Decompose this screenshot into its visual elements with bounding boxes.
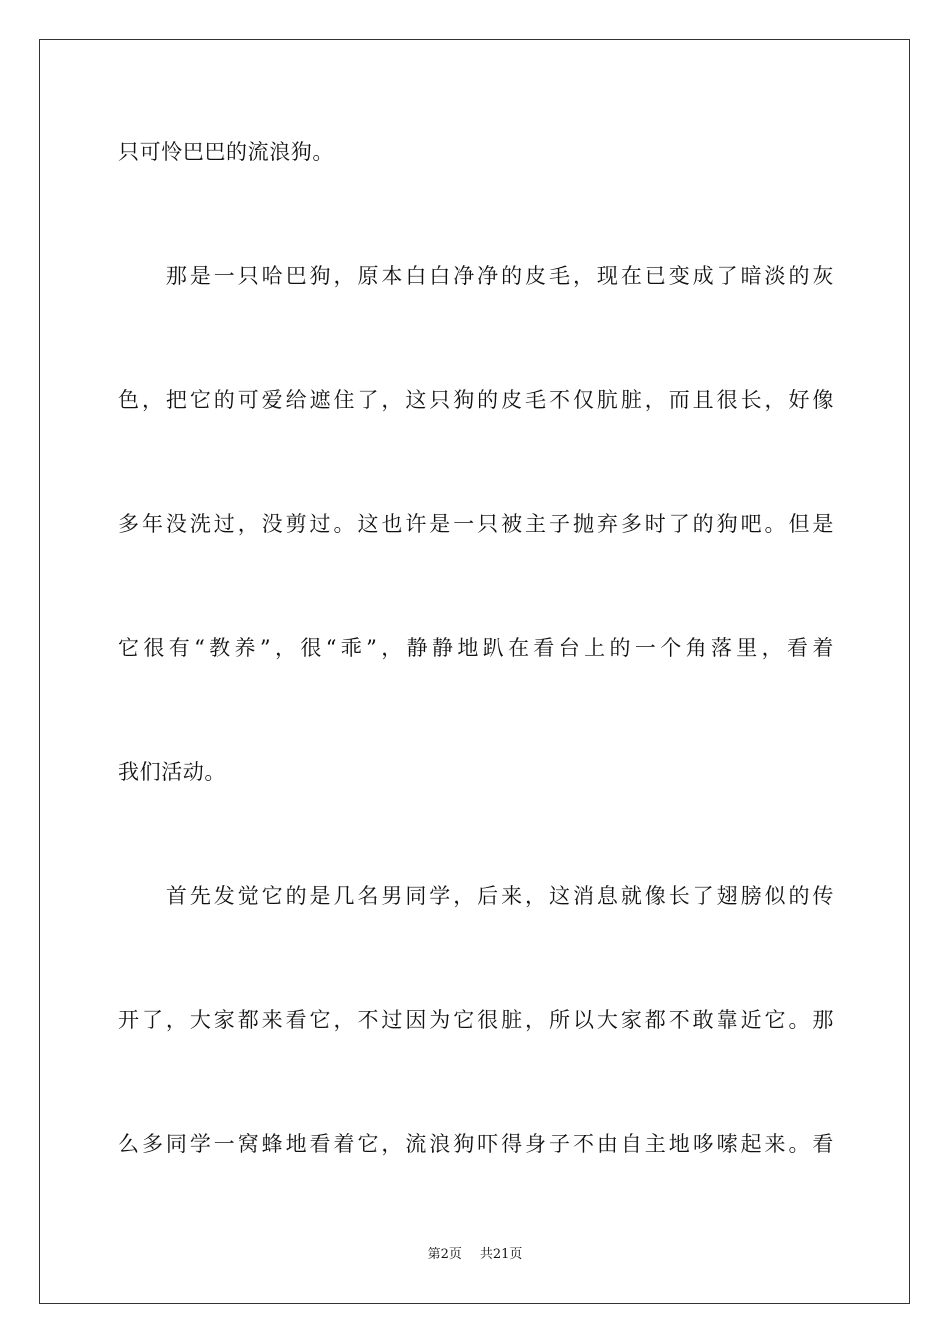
page-border <box>39 39 910 1304</box>
page-footer <box>0 1246 950 1264</box>
text-line-9: 么多同学一窝蜂地看着它，流浪狗吓得身子不由自主地哆嗦起来。看 <box>118 1132 834 1156</box>
text-line-7: 首先发觉它的是几名男同学，后来，这消息就像长了翅膀似的传 <box>118 884 834 908</box>
text-line-8: 开了，大家都来看它，不过因为它很脏，所以大家都不敢靠近它。那 <box>118 1008 834 1032</box>
text-line-2: 那是一只哈巴狗，原本白白净净的皮毛，现在已变成了暗淡的灰 <box>118 264 834 288</box>
text-line-3: 色，把它的可爱给遮住了，这只狗的皮毛不仅肮脏，而且很长，好像 <box>118 388 834 412</box>
text-line-6: 我们活动。 <box>118 760 226 784</box>
text-line-5: 它很有“教养”，很“乖”，静静地趴在看台上的一个角落里，看着 <box>118 636 834 660</box>
page-number: 第2页 <box>427 1247 462 1262</box>
text-line-1: 只可怜巴巴的流浪狗。 <box>118 140 334 164</box>
text-line-4: 多年没洗过，没剪过。这也许是一只被主子抛弃多时了的狗吧。但是 <box>118 512 834 536</box>
page-total: 共21页 <box>479 1247 523 1262</box>
